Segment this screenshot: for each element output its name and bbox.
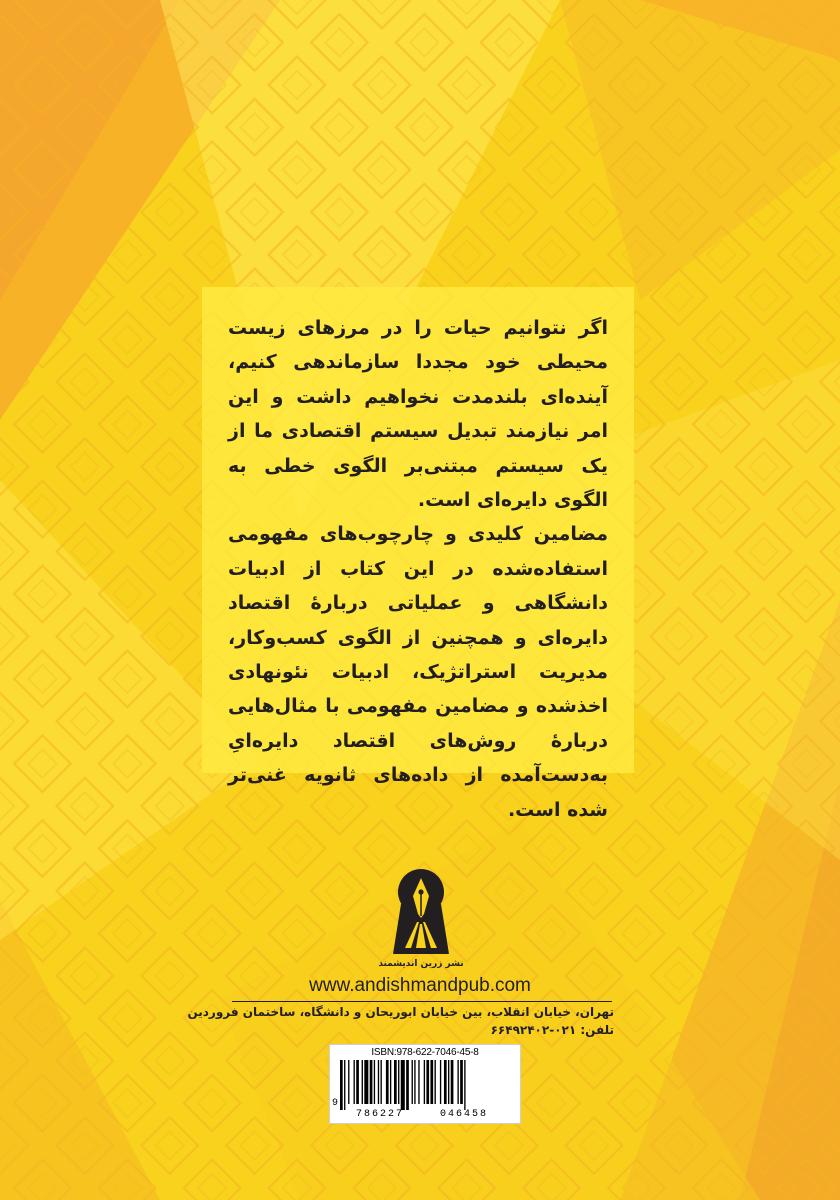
barcode-bar <box>426 1060 429 1104</box>
barcode-bar <box>364 1060 368 1104</box>
blurb-paragraph-1: اگر نتوانیم حیات را در مرزهای زیست محیطی خود مجددا سازماندهی کنیم، آینده‌ای بلندمدت نخواهیم داشت و این امر نیازمند تبدیل سیستم اقتصادی ما از یک سیستم مبتنی‌بر الگوی خطی به الگوی دایره‌ای است. <box>228 317 608 512</box>
barcode-digits-right: 046458 <box>440 1109 489 1120</box>
barcode-bar <box>430 1060 433 1104</box>
publisher-logo <box>372 862 470 970</box>
barcode-bar <box>390 1060 391 1104</box>
barcode-bar <box>406 1060 409 1110</box>
logo-caption: نشر زرین اندیشمند <box>378 959 464 969</box>
barcode-bar <box>460 1060 463 1104</box>
barcode-bar <box>424 1060 425 1104</box>
barcode-bar <box>378 1060 379 1104</box>
barcode-bar <box>394 1060 397 1104</box>
barcode-bar <box>401 1060 405 1110</box>
barcode-bar <box>451 1060 454 1104</box>
publisher-website: www.andishmandpub.com <box>309 975 531 996</box>
isbn-label: ISBN:978-622-7046-45-8 <box>371 1047 479 1058</box>
barcode-bar <box>398 1060 399 1104</box>
barcode-bar <box>348 1060 349 1104</box>
isbn-barcode <box>329 1044 521 1124</box>
barcode-bar <box>418 1060 419 1104</box>
barcode-bar <box>354 1060 355 1104</box>
barcode-bar <box>444 1060 447 1104</box>
barcode-bars <box>340 1060 514 1110</box>
barcode-bar <box>464 1060 465 1110</box>
blurb-panel <box>202 287 634 821</box>
barcode-bar <box>448 1060 449 1104</box>
barcode-bar <box>374 1060 375 1104</box>
barcode-digit-lead: 9 <box>332 1098 339 1109</box>
barcode-bar <box>340 1060 343 1110</box>
barcode-bar <box>386 1060 389 1104</box>
barcode-bar <box>414 1060 415 1104</box>
barcode-bar <box>370 1060 373 1104</box>
barcode-bar <box>344 1060 345 1110</box>
barcode-bar <box>457 1060 458 1104</box>
barcode-bar <box>362 1060 363 1104</box>
barcode-bar <box>356 1060 359 1104</box>
barcode-bar <box>412 1060 413 1104</box>
blurb-paragraph-2: مضامین کلیدی و چارچوب‌های مفهومی استفاده‌شده در این کتاب از ادبیات دانشگاهی و عملیاتی دربارۀ اقتصاد دایره‌ای و همچنین از الگوی کسب‌وکار، مدیریت استراتژیک، ادبیات نئونهادی اخذشده و مضامین مفهومی با مثال‌هایی دربارۀ روش‌های اقتصاد دایره‌ایِ به‌دست‌آمده از داده‌های ثانویه غنی‌تر شده است. <box>228 523 608 821</box>
publisher-address: تهران، خیابان انقلاب، بین خیابان ابوریحان و دانشگاه، ساختمان فروردین <box>187 1005 614 1019</box>
barcode-bar <box>440 1060 441 1104</box>
publisher-phone: تلفن: ۰۲۱-۶۶۴۹۲۴۰۲ <box>490 1023 614 1037</box>
barcode-bar <box>435 1060 436 1104</box>
divider <box>232 1001 612 1002</box>
barcode-digits-left: 786227 <box>356 1109 405 1120</box>
barcode-bar <box>381 1060 382 1104</box>
